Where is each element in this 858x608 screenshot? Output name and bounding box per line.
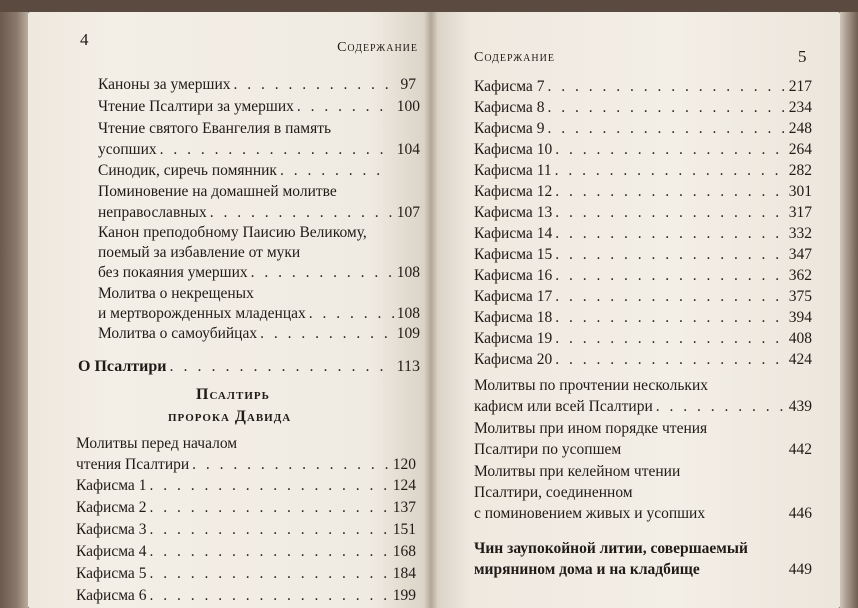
toc-entry: Кафисма 5 . . . 184 <box>76 563 416 584</box>
toc-entry: Псалтири по усопшем 442 <box>474 441 812 458</box>
toc-entry-litiya: мирянином дома и на кладбище 449 <box>474 561 812 578</box>
toc-entry: Чтение Псалтири за умерших . . . 100 <box>98 96 420 117</box>
toc-entry: Кафисма 15 . . . 347 <box>474 244 812 265</box>
running-head: Содержание <box>337 40 418 55</box>
toc-entry: Кафисма 18 . . . 394 <box>474 307 812 328</box>
toc-entry: Кафисма 4 . . . 168 <box>76 541 416 562</box>
toc-entry-line: поемый за избавление от муки <box>98 244 301 261</box>
toc-entry: Кафисма 6 . . . 199 <box>76 585 416 606</box>
running-head: Содержание <box>474 50 555 65</box>
toc-entry: Кафисма 17 . . . 375 <box>474 286 812 307</box>
toc-entry: Кафисма 13 . . . 317 <box>474 202 812 223</box>
toc-entry: Кафисма 1 . . . 124 <box>76 475 416 496</box>
toc-entry-line: Молитвы перед началом <box>76 435 238 452</box>
toc-entry: Молитва о самоубийцах . . . 109 <box>98 323 420 344</box>
toc-entry: Кафисма 7 . . . 217 <box>474 76 812 97</box>
toc-entry: без покаяния умерших . . . 108 <box>98 262 420 283</box>
book-gutter <box>424 12 438 608</box>
page-number: 4 <box>80 30 89 49</box>
toc-entry-line: Молитвы по прочтении нескольких <box>474 377 708 394</box>
toc-entry: Кафисма 19 . . . 408 <box>474 328 812 349</box>
toc-entry: Кафисма 8 . . . 234 <box>474 97 812 118</box>
toc-entry: неправославных . . . 107 <box>98 202 420 223</box>
toc-entry-line: Молитвы при ином порядке чтения <box>474 420 708 437</box>
toc-entry: Синодик, сиречь помянник . . . <box>98 160 390 181</box>
page-number: 5 <box>798 47 807 66</box>
toc-entry: Кафисма 10 . . . 264 <box>474 139 812 160</box>
toc-entry: Кафисма 12 . . . 301 <box>474 181 812 202</box>
right-page <box>430 12 840 608</box>
toc-entry: Кафисма 14 . . . 332 <box>474 223 812 244</box>
toc-entry-line: Чин заупокойной литии, совершаемый <box>474 540 748 557</box>
toc-entry: Кафисма 16 . . . 362 <box>474 265 812 286</box>
toc-entry: с поминовением живых и усопших 446 <box>474 505 812 522</box>
toc-entry-o-psaltiri: О Псалтири . . . 113 <box>78 356 420 377</box>
toc-entry: Каноны за умерших . . . 97 <box>98 74 416 95</box>
left-page <box>28 12 430 608</box>
toc-entry: и мертворожденных младенцах . . . 108 <box>98 303 420 324</box>
toc-entry: Кафисма 11 . . . 282 <box>474 160 812 181</box>
toc-entry: кафисм или всей Псалтири . . . 439 <box>474 396 812 417</box>
toc-entry: Кафисма 2 . . . 137 <box>76 497 416 518</box>
toc-entry: усопших . . . 104 <box>98 139 420 160</box>
toc-entry-line: Молитва о некрещеных <box>98 285 254 302</box>
toc-entry: Кафисма 9 . . . 248 <box>474 118 812 139</box>
toc-entry-line: Псалтири, соединенном <box>474 484 633 501</box>
toc-entry-line: Чтение святого Евангелия в память <box>98 120 332 137</box>
toc-entry: Кафисма 20 . . . 424 <box>474 349 812 370</box>
right-book-edge <box>840 12 858 608</box>
toc-entry-line: Канон преподобному Паисию Великому, <box>98 224 367 241</box>
left-book-edge <box>0 12 28 608</box>
section-heading: пророка Давида <box>168 408 292 425</box>
toc-entry: Кафисма 3 . . . 151 <box>76 519 416 540</box>
section-heading: Псалтирь <box>196 386 270 403</box>
toc-entry-line: Молитвы при келейном чтении <box>474 463 681 480</box>
toc-entry: чтения Псалтири . . . 120 <box>76 454 416 475</box>
toc-entry-line: Поминовение на домашней молитве <box>98 183 337 200</box>
